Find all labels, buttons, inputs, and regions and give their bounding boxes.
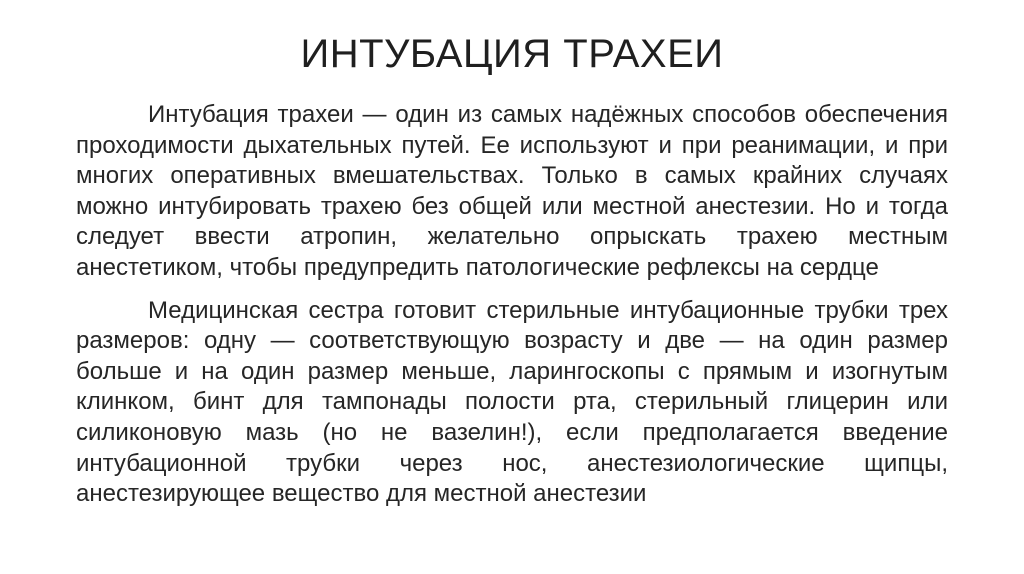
slide-title: ИНТУБАЦИЯ ТРАХЕИ <box>300 32 724 76</box>
paragraph-intubation-overview: Интубация трахеи — один из самых надёжных способов обеспечения проходимости дыхательных путей. Ее используют и при реанимации, и при многих оперативных вмешательствах. Только в самых крайних случаях можно интубировать трахею без общей или местной анестезии. Но и тогда следует ввести атропин, желательно опрыскать трахею местным анестетиком, чтобы предупредить патологические рефлексы на сердце <box>76 101 948 281</box>
slide-body <box>76 100 948 510</box>
paragraph-nurse-preparation: Медицинская сестра готовит стерильные интубационные трубки трех размеров: одну — соответствующую возрасту и две — на один размер больше и на один размер меньше, ларингоскопы с прямым и изогнутым клинком, бинт для тампонады полости рта, стерильный глицерин или силиконовую мазь (но не вазелин!), если предполагается введение интубационной трубки через нос, анестезиологические щипцы, анестезирующее вещество для местной анестезии <box>76 296 948 508</box>
